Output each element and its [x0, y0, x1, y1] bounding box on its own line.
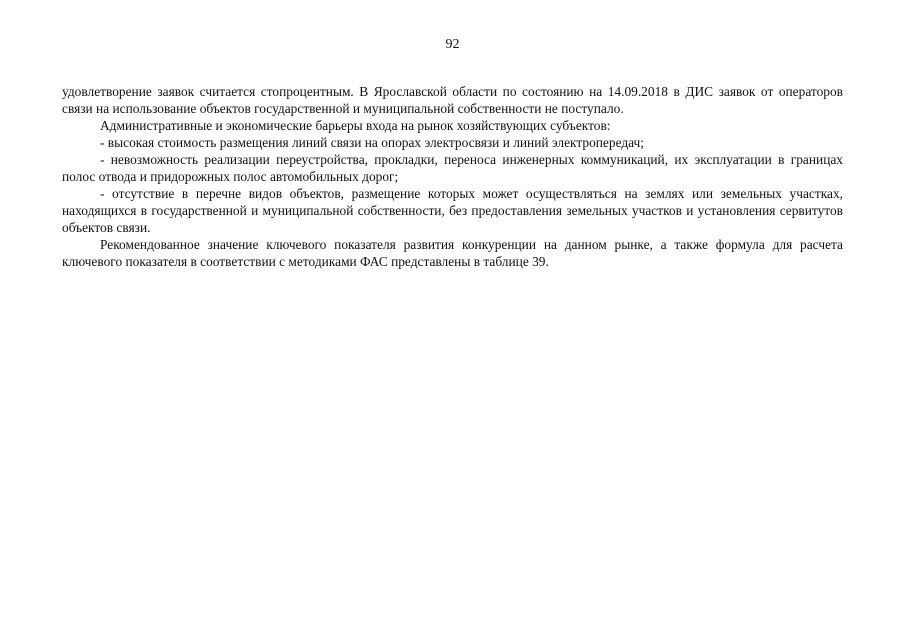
body-text [62, 83, 843, 270]
paragraph-barriers-intro: Административные и экономические барьеры входа на рынок хозяйствующих субъектов: [100, 118, 611, 133]
paragraph-continuation: удовлетворение заявок считается стопроцентным. В Ярославской области по состоянию на 14.09.2018 в ДИС заявок от операторов связи на использование объектов государственной и муниципальной собственности не поступало. [62, 84, 843, 116]
list-item-impossibility: - невозможность реализации переустройства, прокладки, переноса инженерных коммуникаций, их эксплуатации в границах полос отвода и придорожных полос автомобильных дорог; [62, 152, 843, 184]
page-number: 92 [445, 37, 460, 52]
list-item-absence: - отсутствие в перечне видов объектов, размещение которых может осуществляться на землях или земельных участках, находящихся в государственной и муниципальной собственности, без предоставления земельных участков и установления сервитутов объектов связи. [62, 186, 843, 235]
list-item-cost: - высокая стоимость размещения линий связи на опорах электросвязи и линий электропередач; [100, 135, 645, 150]
paragraph-recommended-value: Рекомендованное значение ключевого показателя развития конкуренции на данном рынке, а также формула для расчета ключевого показателя в соответствии с методиками ФАС представлены в таблице 39. [62, 237, 843, 269]
